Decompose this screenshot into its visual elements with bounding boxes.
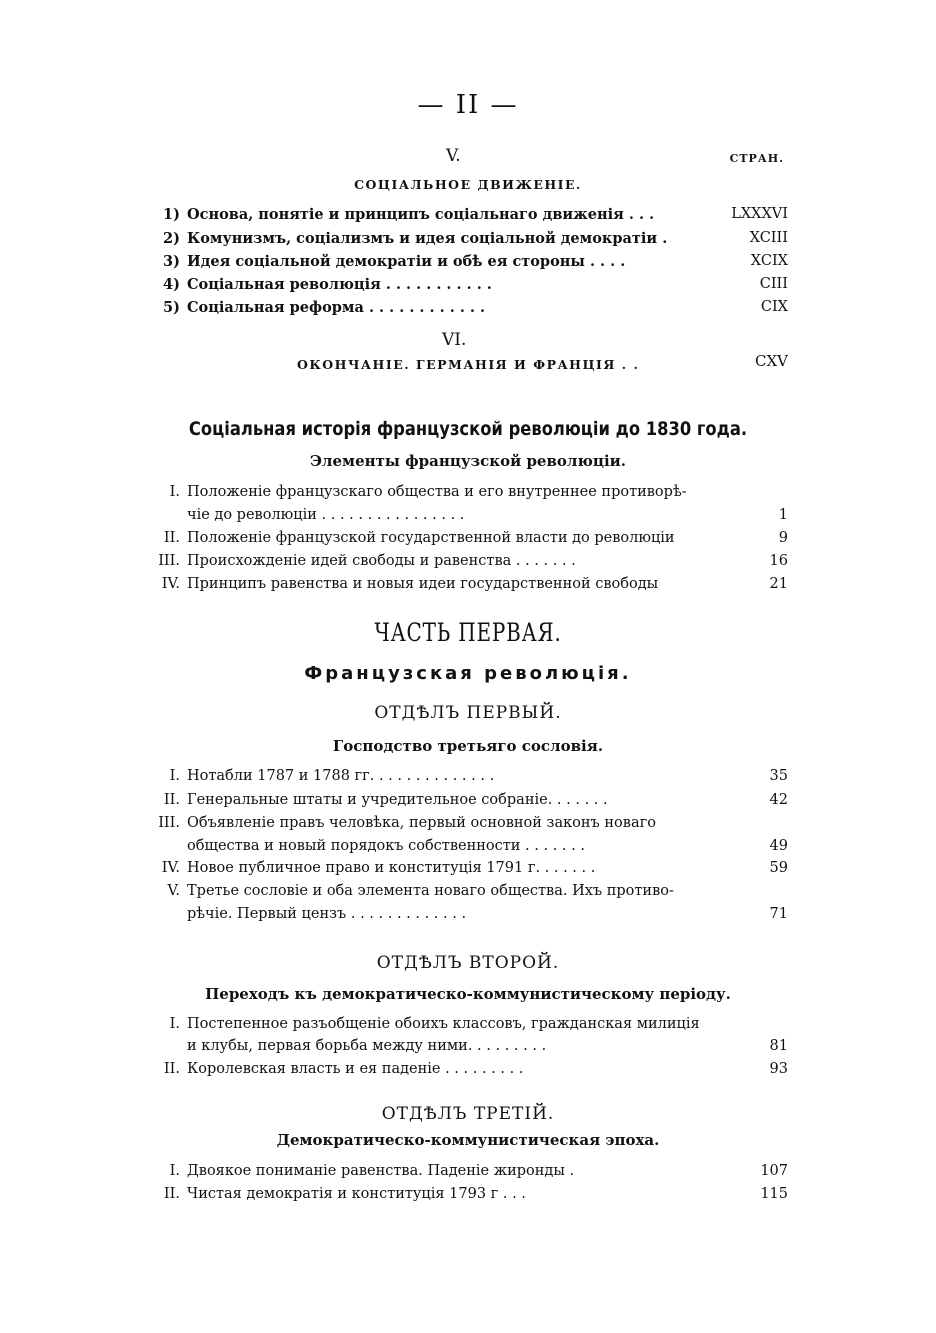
- entry-title: Новое публичное право и конституція 1791 г. . . . . . .: [187, 860, 596, 876]
- entry-page: XCIX: [750, 253, 788, 269]
- entry-title: чіе до революціи . . . . . . . . . . . . . . . .: [187, 507, 465, 523]
- section-vi-page: CXV: [755, 352, 788, 370]
- entry-title: Двоякое пониманіе равенства. Паденіе жиронды .: [187, 1163, 575, 1179]
- entry-number: 1): [163, 206, 180, 223]
- toc-entry: [0, 838, 936, 860]
- entry-title: и клубы, первая борьба между ними. . . . . . . . .: [187, 1038, 547, 1054]
- section-vi-title: ОКОНЧАНІЕ. ГЕРМАНІЯ И ФРАНЦІЯ . .: [297, 357, 640, 372]
- toc-entry: [0, 253, 936, 275]
- otdel-three-title: ОТДѢЛЪ ТРЕТІЙ.: [381, 1104, 555, 1124]
- entry-number: V.: [167, 883, 180, 899]
- entry-number: III.: [158, 553, 180, 569]
- toc-entry: [0, 553, 936, 575]
- entry-page: 107: [760, 1163, 788, 1179]
- otdel-two-title: ОТДѢЛЪ ВТОРОЙ.: [376, 953, 560, 973]
- entry-title: Соціальная революція . . . . . . . . . . .: [187, 276, 492, 293]
- entry-title: Идея соціальной демократіи и обѣ ея стороны . . . .: [187, 253, 626, 270]
- entry-page: 16: [769, 553, 788, 569]
- otdel-two-subtitle: Переходъ къ демократическо-коммунистическому періоду.: [205, 985, 731, 1003]
- toc-entry: [0, 906, 936, 928]
- entry-number: 4): [163, 276, 180, 293]
- entry-page: 9: [778, 530, 788, 546]
- otdel-one-title: ОТДѢЛЪ ПЕРВЫЙ.: [374, 703, 562, 723]
- entry-page: 1: [778, 507, 788, 523]
- toc-entry: [0, 530, 936, 552]
- entry-page: 81: [769, 1038, 788, 1054]
- entry-title: Положеніе французской государственной власти до революціи: [187, 530, 675, 546]
- entry-number: I.: [169, 1163, 180, 1179]
- entry-number: III.: [158, 815, 180, 831]
- section-v-roman: V.: [446, 146, 461, 166]
- toc-entry: [0, 792, 936, 814]
- toc-entry: [0, 276, 936, 298]
- entry-title: общества и новый порядокъ собственности . . . . . . .: [187, 838, 585, 854]
- entry-number: I.: [169, 1016, 180, 1032]
- entry-page: 35: [769, 768, 788, 784]
- toc-entry: [0, 230, 936, 252]
- entry-number: IV.: [161, 576, 180, 592]
- part-one-subtitle: Французская революція.: [304, 663, 632, 684]
- entry-page: 21: [769, 576, 788, 592]
- toc-entry: [0, 299, 936, 321]
- entry-title: Принципъ равенства и новыя идеи государственной свободы: [187, 576, 659, 592]
- entry-number: 3): [163, 253, 180, 270]
- social-history-title: Соціальная исторія французской революціи до 1830 года.: [188, 418, 748, 440]
- entry-number: I.: [169, 484, 180, 500]
- entry-title: Постепенное разъобщеніе обоихъ классовъ, гражданская милиція: [187, 1016, 700, 1032]
- otdel-one-subtitle: Господство третьяго сословія.: [332, 737, 604, 755]
- entry-title: Основа, понятіе и принципъ соціальнаго движенія . . .: [187, 206, 655, 223]
- section-v-title: СОЦІАЛЬНОЕ ДВИЖЕНІЕ.: [354, 177, 582, 192]
- entry-title: Положеніе французскаго общества и его внутреннее противорѣ-: [187, 484, 687, 500]
- section-vi-roman: VI.: [442, 330, 467, 350]
- entry-page: 115: [760, 1186, 788, 1202]
- toc-entry: [0, 576, 936, 598]
- entry-title: Объявленіе правъ человѣка, первый основной законъ новаго: [187, 815, 656, 831]
- toc-entry: [0, 484, 936, 506]
- entry-page: LXXXVI: [731, 206, 788, 222]
- toc-entry: [0, 1016, 936, 1038]
- toc-entry: [0, 507, 936, 529]
- entry-number: II.: [163, 1061, 180, 1077]
- entry-page: XCIII: [749, 230, 788, 246]
- entry-title: Чистая демократія и конституція 1793 г . . .: [187, 1186, 526, 1202]
- entry-page: 59: [769, 860, 788, 876]
- toc-entry: [0, 768, 936, 790]
- entry-page: 42: [769, 792, 788, 808]
- entry-title: Генеральные штаты и учредительное собраніе. . . . . . .: [187, 792, 608, 808]
- toc-entry: [0, 883, 936, 905]
- entry-number: II.: [163, 530, 180, 546]
- entry-number: IV.: [161, 860, 180, 876]
- entry-page: 71: [769, 906, 788, 922]
- entry-title: Соціальная реформа . . . . . . . . . . . .: [187, 299, 486, 316]
- entry-title: рѣчіе. Первый цензъ . . . . . . . . . . . . .: [187, 906, 467, 922]
- entry-number: II.: [163, 792, 180, 808]
- entry-title: Происхожденіе идей свободы и равенства . . . . . . .: [187, 553, 576, 569]
- entry-page: 93: [769, 1061, 788, 1077]
- toc-entry: [0, 1186, 936, 1208]
- otdel-three-subtitle: Демократическо-коммунистическая эпоха.: [276, 1131, 660, 1149]
- part-one-title: ЧАСТЬ ПЕРВАЯ.: [374, 618, 562, 647]
- toc-entry: [0, 1163, 936, 1185]
- page-column-header: СТРАН.: [729, 152, 784, 165]
- social-history-subtitle: Элементы французской революціи.: [310, 452, 626, 470]
- entry-number: II.: [163, 1186, 180, 1202]
- entry-title: Нотабли 1787 и 1788 гг. . . . . . . . . . . . . .: [187, 768, 495, 784]
- toc-entry: [0, 815, 936, 837]
- toc-entry: [0, 206, 936, 228]
- entry-number: I.: [169, 768, 180, 784]
- toc-entry: [0, 1061, 936, 1083]
- entry-page: 49: [769, 838, 788, 854]
- entry-title: Комунизмъ, соціализмъ и идея соціальной демократіи .: [187, 230, 668, 247]
- entry-page: CIII: [759, 276, 788, 292]
- toc-entry: [0, 860, 936, 882]
- entry-number: 2): [163, 230, 180, 247]
- entry-title: Третье сословіе и оба элемента новаго общества. Ихъ противо-: [187, 883, 674, 899]
- entry-title: Королевская власть и ея паденіе . . . . . . . . .: [187, 1061, 524, 1077]
- toc-entry: [0, 1038, 936, 1060]
- entry-page: CIX: [760, 299, 788, 315]
- page-number: — II —: [417, 90, 519, 120]
- entry-number: 5): [163, 299, 180, 316]
